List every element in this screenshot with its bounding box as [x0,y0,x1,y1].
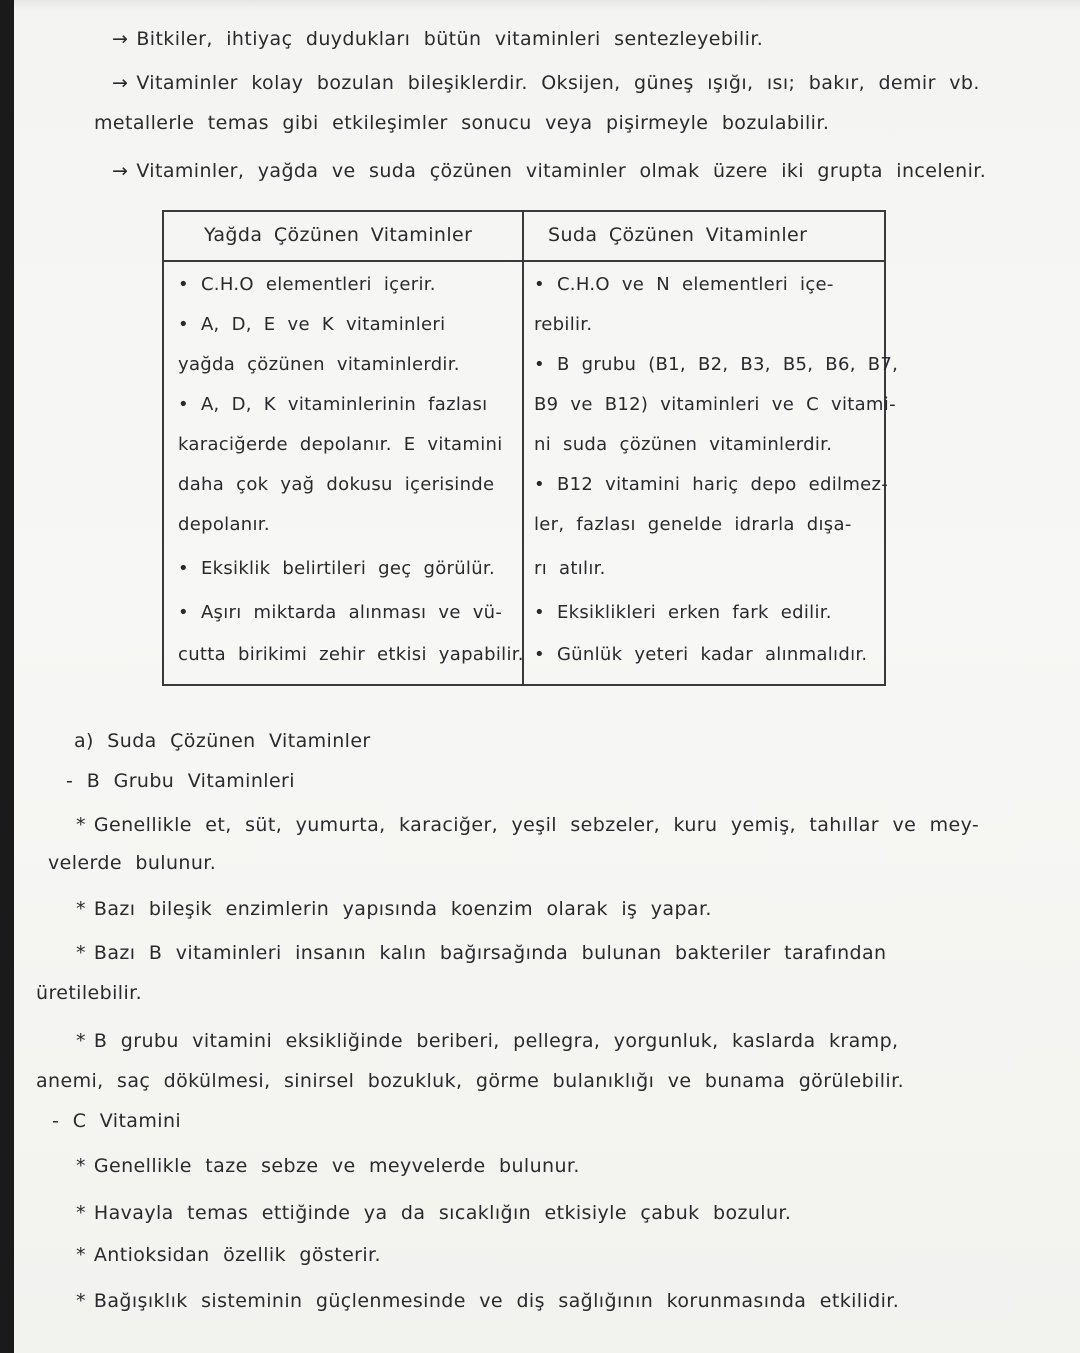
page-shadow [14,0,1080,10]
table-cell-line: • B12 vitamini hariç depo edilmez- [534,474,889,495]
table-cell-line: karaciğerde depolanır. E vitamini [178,434,503,455]
intro-line-4 [112,160,986,182]
table-cell-line: B9 ve B12) vitaminleri ve C vitami- [534,394,896,415]
table-cell-line: daha çok yağ dokusu içerisinde [178,474,495,495]
body-line-text: Bazı bileşik enzimlerin yapısında koenzim olarak iş yapar. [93,898,712,920]
asterisk-marker: * [76,1155,86,1177]
asterisk-marker: * [76,1202,86,1224]
table-column-divider [522,212,524,684]
body-line-text: Havayla temas ettiğinde ya da sıcaklığın etkisiyle çabuk bozulur. [93,1202,792,1224]
table-header-divider [164,260,884,262]
section-heading: a) Suda Çözünen Vitaminler [74,730,371,752]
table-cell-line: depolanır. [178,514,270,535]
table-cell-line: ler, fazlası genelde idrarla dışa- [534,514,852,535]
table-cell-line: • C.H.O ve N elementleri içe- [534,274,834,295]
asterisk-marker: * [76,1244,86,1266]
intro-line-3 [94,112,829,134]
table-cell-line: • C.H.O elementleri içerir. [178,274,436,295]
table-cell-line: rı atılır. [534,558,606,579]
table-cell-line: rebilir. [534,314,593,335]
vitamin-comparison-table [162,210,899,686]
body-line [76,1244,381,1266]
table-cell-line: ni suda çözünen vitaminlerdir. [534,434,833,455]
arrow-marker: → [112,72,129,94]
table-cell-line: • Aşırı miktarda alınması ve vü- [178,602,503,623]
body-line-text: Genellikle taze sebze ve meyvelerde bulunur. [93,1155,580,1177]
body-line: velerde bulunur. [48,852,217,874]
body-line: anemi, saç dökülmesi, sinirsel bozukluk, görme bulanıklığı ve bunama görülebilir. [36,1070,905,1092]
table-header-water-soluble: Suda Çözünen Vitaminler [548,224,808,246]
intro-line-text: metallerle temas gibi etkileşimler sonucu veya pişirmeyle bozulabilir. [94,112,830,134]
table-cell-line: • Eksiklikleri erken fark edilir. [534,602,832,623]
body-line [76,814,979,836]
intro-line-text: Vitaminler, yağda ve suda çözünen vitaminler olmak üzere iki grupta incelenir. [136,160,987,182]
body-line-text: Bağışıklık sisteminin güçlenmesinde ve diş sağlığının korunmasında etkilidir. [93,1290,900,1312]
body-line [76,1290,899,1312]
asterisk-marker: * [76,898,86,920]
body-line: üretilebilir. [36,982,143,1004]
subsection-heading-c: - C Vitamini [52,1110,182,1132]
body-line [76,1155,580,1177]
table-cell-line: • A, D, K vitaminlerinin fazlası [178,394,488,415]
table-cell-line: • B grubu (B1, B2, B3, B5, B6, B7, [534,354,899,375]
body-line [76,1030,898,1052]
arrow-marker: → [112,28,129,50]
body-line-text: Antioksidan özellik gösterir. [93,1244,381,1266]
body-line [76,942,886,964]
body-line-text: Genellikle et, süt, yumurta, karaciğer, yeşil sebzeler, kuru yemiş, tahıllar ve mey- [93,814,980,836]
table-header-fat-soluble: Yağda Çözünen Vitaminler [204,224,473,246]
table-cell-line: • A, D, E ve K vitaminleri [178,314,446,335]
intro-line-text: Vitaminler kolay bozulan bileşiklerdir. Oksijen, güneş ışığı, ısı; bakır, demir vb. [136,72,980,94]
body-line-text: B grubu vitamini eksikliğinde beriberi, pellegra, yorgunluk, kaslarda kramp, [93,1030,899,1052]
table-cell-line: cutta birikimi zehir etkisi yapabilir. [178,644,524,665]
table-cell-line: • Günlük yeteri kadar alınmalıdır. [534,644,868,665]
subsection-heading-b: - B Grubu Vitaminleri [66,770,295,792]
arrow-marker: → [112,160,129,182]
intro-line-1 [112,28,763,50]
intro-line-text: Bitkiler, ihtiyaç duydukları bütün vitaminleri sentezleyebilir. [136,28,764,50]
asterisk-marker: * [76,1290,86,1312]
asterisk-marker: * [76,942,86,964]
body-line-text: Bazı B vitaminleri insanın kalın bağırsağında bulunan bakteriler tarafından [93,942,887,964]
notebook-page [14,0,1080,1353]
body-line [76,1202,791,1224]
asterisk-marker: * [76,814,86,836]
table-cell-line: yağda çözünen vitaminlerdir. [178,354,460,375]
intro-line-2 [112,72,980,94]
table-cell-line: • Eksiklik belirtileri geç görülür. [178,558,495,579]
body-line [76,898,712,920]
asterisk-marker: * [76,1030,86,1052]
